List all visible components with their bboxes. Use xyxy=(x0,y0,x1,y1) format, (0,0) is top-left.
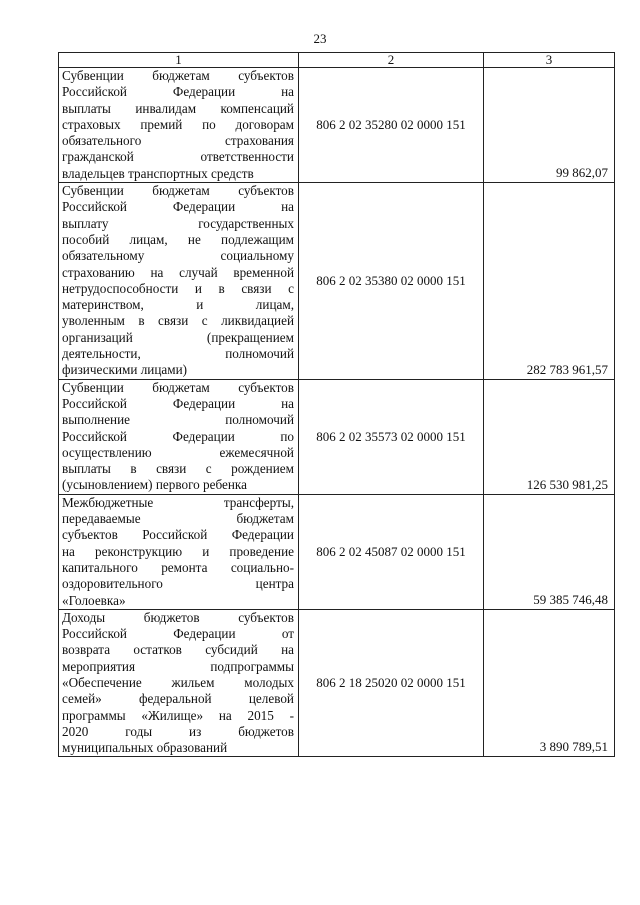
description-line: передаваемые бюджетам xyxy=(62,511,294,527)
budget-classification-code: 806 2 18 25020 02 0000 151 xyxy=(299,609,484,757)
description-line: страхованию на случай временной xyxy=(62,264,294,280)
table-row xyxy=(59,494,615,609)
description-line: страховых премий по договорам xyxy=(62,116,294,132)
description-line: обязательному социальному xyxy=(62,248,294,264)
table-row xyxy=(59,183,615,380)
description-line: выплаты инвалидам компенсаций xyxy=(62,100,294,116)
description-line: на реконструкцию и проведение xyxy=(62,543,294,559)
column-header: 3 xyxy=(484,53,615,68)
description-line: выплату государственных xyxy=(62,215,294,231)
description-line: Российской Федерации на xyxy=(62,395,294,411)
row-description xyxy=(59,68,299,183)
description-line: «Обеспечение жильем молодых xyxy=(62,674,294,690)
description-line: выполнение полномочий xyxy=(62,412,294,428)
description-line: выплаты в связи с рождением xyxy=(62,461,294,477)
table-row xyxy=(59,379,615,494)
column-header: 2 xyxy=(299,53,484,68)
description-line: муниципальных образований xyxy=(62,740,228,756)
description-line: 2020 годы из бюджетов xyxy=(62,723,294,739)
page-number: 23 xyxy=(313,31,327,46)
description-line: Субвенции бюджетам субъектов xyxy=(62,379,294,395)
description-line: Субвенции бюджетам субъектов xyxy=(62,68,294,83)
budget-classification-code: 806 2 02 35573 02 0000 151 xyxy=(299,379,484,494)
description-line: семей» федеральной целевой xyxy=(62,691,294,707)
row-description xyxy=(59,379,299,494)
description-line: субъектов Российской Федерации xyxy=(62,527,294,543)
column-header: 1 xyxy=(59,53,299,68)
description-line: Субвенции бюджетам субъектов xyxy=(62,183,294,199)
description-line: обязательного страхования xyxy=(62,133,294,149)
description-line: деятельности, полномочий xyxy=(62,346,294,362)
row-description xyxy=(59,494,299,609)
description-line: гражданской ответственности xyxy=(62,149,294,165)
amount-value: 99 862,07 xyxy=(484,68,615,183)
budget-table xyxy=(58,52,615,757)
description-line: физическими лицами) xyxy=(62,362,188,378)
description-line: Российской Федерации от xyxy=(62,626,294,642)
amount-value: 282 783 961,57 xyxy=(484,183,615,380)
description-line: капитального ремонта социально- xyxy=(62,559,294,575)
amount-value: 126 530 981,25 xyxy=(484,379,615,494)
description-line: Российской Федерации на xyxy=(62,84,294,100)
description-line: Российской Федерации по xyxy=(62,428,294,444)
description-line: Российской Федерации на xyxy=(62,199,294,215)
budget-classification-code: 806 2 02 45087 02 0000 151 xyxy=(299,494,484,609)
budget-classification-code: 806 2 02 35380 02 0000 151 xyxy=(299,183,484,380)
description-line: нетрудоспособности и в связи с xyxy=(62,280,294,296)
description-line: организаций (прекращением xyxy=(62,329,294,345)
amount-value: 3 890 789,51 xyxy=(484,609,615,757)
row-description xyxy=(59,183,299,380)
description-line: материнством, и лицам, xyxy=(62,297,294,313)
description-line: уволенным в связи с ликвидацией xyxy=(62,313,294,329)
row-description xyxy=(59,609,299,757)
description-line: осуществлению ежемесячной xyxy=(62,444,294,460)
description-line: Доходы бюджетов субъектов xyxy=(62,609,294,625)
description-line: программы «Жилище» на 2015 - xyxy=(62,707,294,723)
description-line: (усыновлением) первого ребенка xyxy=(62,477,247,493)
description-line: пособий лицам, не подлежащим xyxy=(62,231,294,247)
amount-value: 59 385 746,48 xyxy=(484,494,615,609)
description-line: «Голоевка» xyxy=(62,592,126,608)
table-row xyxy=(59,609,615,757)
table-header-row xyxy=(59,53,615,68)
description-line: возврата остатков субсидий на xyxy=(62,642,294,658)
table-row xyxy=(59,68,615,183)
description-line: Межбюджетные трансферты, xyxy=(62,494,294,510)
description-line: оздоровительного центра xyxy=(62,576,294,592)
budget-classification-code: 806 2 02 35280 02 0000 151 xyxy=(299,68,484,183)
description-line: владельцев транспортных средств xyxy=(62,165,254,181)
description-line: мероприятия подпрограммы xyxy=(62,658,294,674)
